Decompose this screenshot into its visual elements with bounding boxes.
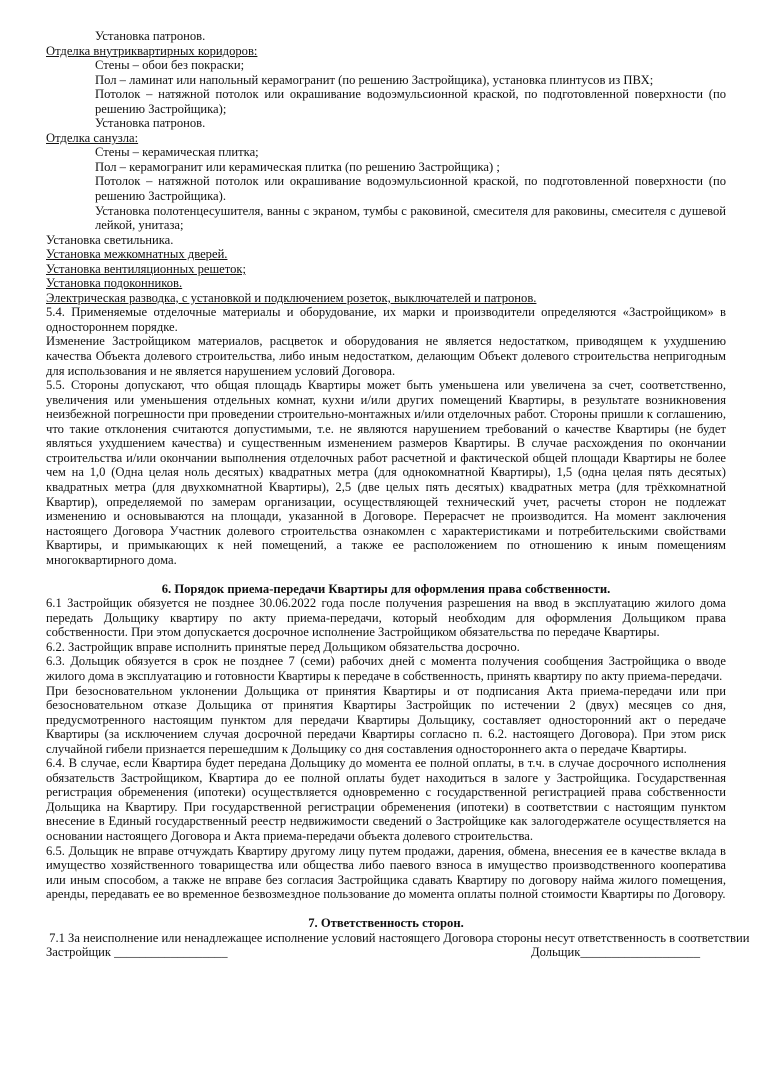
- clause-6-2: 6.2. Застройщик вправе исполнить принятые перед Дольщиком обязательства досрочно.: [46, 639, 520, 654]
- clause-5-4: 5.4. Применяемые отделочные материалы и оборудование, их марки и производители определяются «Застройщиком» в одностороннем порядке.: [46, 305, 726, 334]
- section-6-heading: 6. Порядок приема-передачи Квартиры для оформления права собственности.: [161, 581, 611, 596]
- bathroom-ceiling: Потолок – натяжной потолок или окрашивание водоэмульсионной краской, по подготовленной поверхности (по решению Застройщика).: [95, 174, 726, 204]
- section-7-heading: 7. Ответственность сторон.: [308, 916, 464, 931]
- clause-6-4: 6.4. В случае, если Квартира будет передана Дольщику до момента ее полной оплаты, в т.ч. в случае досрочного исполнения обязательств Застройщиком, Квартира до ее полной оплаты будет находиться в залоге у Застройщика. Государственная регистрация обременения (ипотеки) осуществляется одновременно с государственной регистрацией права собственности Дольщика на Квартиру. При государственной регистрации обременения (ипотеки) в соответствии с настоящим пунктом внесение в Единый государственный реестр недвижимости сведений о Застройщике как залогодержателе осуществляется на основании настоящего Договора и Акта приема-передачи объекта долевого строительства.: [46, 756, 726, 844]
- corridor-floor: Пол – ламинат или напольный керамогранит (по решению Застройщика), установка плинтусов из ПВХ;: [95, 72, 654, 87]
- participant-signature: Дольщик___________________: [531, 945, 700, 960]
- corridor-ceiling: Потолок – натяжной потолок или окрашивание водоэмульсионной краской, по подготовленной поверхности (по решению Застройщика);: [95, 87, 726, 116]
- clause-6-3-cont: При безосновательном уклонении Дольщика от принятия Квартиры и от подписания Акта приема-передачи или при безосновательном отказе Дольщика от принятия Квартиры Застройщик по истечении 2 (двух) месяцев со дня, предусмотренного настоящим пунктом для передачи Квартиры Дольщику, составляет односторонний акт о передаче Квартиры (за исключением случая досрочной передачи Квартиры согласно п. 6.2. настоящего Договора). При этом риск случайной гибели признается перешедшим к Дольщику со дня составления одностороннего акта о передаче Квартиры.: [46, 683, 726, 756]
- corridor-walls: Стены – обои без покраски;: [95, 58, 245, 73]
- corridor-sockets: Установка патронов.: [95, 116, 206, 131]
- developer-signature: Застройщик __________________: [46, 945, 228, 960]
- item-lamp: Установка светильника.: [46, 232, 174, 247]
- document-page: [46, 29, 750, 960]
- clause-5-4-cont: Изменение Застройщиком материалов, расцветок и оборудования не является недостатком, приводящем к ухудшению качества Объекта долевого строительства, либо иным недостатком, делающим Объект долевого строительства непригодным для использования и не является нарушением условий Договора.: [46, 334, 726, 378]
- spacer: [46, 902, 726, 917]
- corridors-heading: Отделка внутриквартирных коридоров:: [46, 43, 258, 58]
- clause-6-3: 6.3. Дольщик обязуется в срок не позднее 7 (семи) рабочих дней с момента получения сообщения Застройщика о вводе жилого дома в эксплуатацию и готовности Квартиры к передаче в собственность, принять квартиру по акту приема-передачи.: [46, 654, 726, 684]
- spacer: [46, 567, 726, 582]
- clause-6-1: 6.1 Застройщик обязуется не позднее 30.06.2022 года после получения разрешения на ввод в эксплуатацию жилого дома передать Дольщику квартиру по акту приема-передачи, который необходим для оформления Дольщиком права собственности. При этом допускается досрочное исполнение Застройщиком обязательства по передаче Квартиры.: [46, 596, 726, 640]
- item-sockets: Установка патронов.: [95, 29, 206, 43]
- item-sills: Установка подоконников.: [46, 276, 183, 291]
- clause-7-1: 7.1 За неисполнение или ненадлежащее исполнение условий настоящего Договора стороны несут ответственность в соответствии: [46, 930, 750, 945]
- signature-row: [46, 945, 726, 960]
- clause-5-5: 5.5. Стороны допускают, что общая площадь Квартиры может быть уменьшена или увеличена за счет, соответственно, увеличения или уменьшения отдельных комнат, кухни и/или других помещений Квартиры, в результате возникновения неизбежной погрешности при проведении строительно-монтажных и/или отделочных работ. Стороны пришли к соглашению, что такие отклонения считаются допустимыми, т.е. не являются нарушением требований о качестве Квартиры (не будет являться ухудшением качества) и существенным изменением размеров Квартиры. В случае расхождения по окончании строительства и/или окончании выполнения отделочных работ расчетной и фактической общей площади Квартиры не более чем на 1,0 (Одна целая ноль десятых) квадратных метра (для однокомнатной Квартиры), 1,5 (одна целая пять десятых) квадратных метра (для двухкомнатной Квартиры), 2,5 (две целых пять десятых) квадратных метра (для трёхкомнатной Квартир), определяемой по замерам организации, осуществляющей технический учет, расчеты сторон не подлежат изменению и основываются на площади, указанной в Договоре. Перерасчет не производится. На момент заключения настоящего Договора Участник долевого строительства ознакомлен с характеристиками и потребительскими свойствами Квартиры, и примыкающих к ней помещений, а также ее расположением по отношению к иным помещениям многоквартирного дома.: [46, 378, 726, 567]
- bathroom-heading: Отделка санузла:: [46, 130, 139, 145]
- bathroom-fixtures: Установка полотенцесушителя, ванны с экраном, тумбы с раковиной, смесителя для раковины, смесителя с душевой лейкой, унитаза;: [95, 203, 726, 233]
- item-electric: Электрическая разводка, с установкой и подключением розеток, выключателей и патронов.: [46, 290, 537, 305]
- bathroom-floor: Пол – керамогранит или керамическая плитка (по решению Застройщика) ;: [95, 159, 500, 174]
- item-vents: Установка вентиляционных решеток;: [46, 261, 246, 276]
- bathroom-walls: Стены – керамическая плитка;: [95, 145, 259, 160]
- item-doors: Установка межкомнатных дверей.: [46, 247, 228, 262]
- clause-6-5: 6.5. Дольщик не вправе отчуждать Квартиру другому лицу путем продажи, дарения, обмена, внесения ее в качестве вклада в имущество хозяйственного товарищества или общества либо паевого взноса в имущество производственного кооператива или иным способом, а также не вправе без согласия Застройщика сдавать Квартиру по договору найма жилого помещения, аренды, передавать ее во временное безвозмездное пользование до момента оплаты полной стоимости Квартиры по Договору.: [46, 843, 726, 902]
